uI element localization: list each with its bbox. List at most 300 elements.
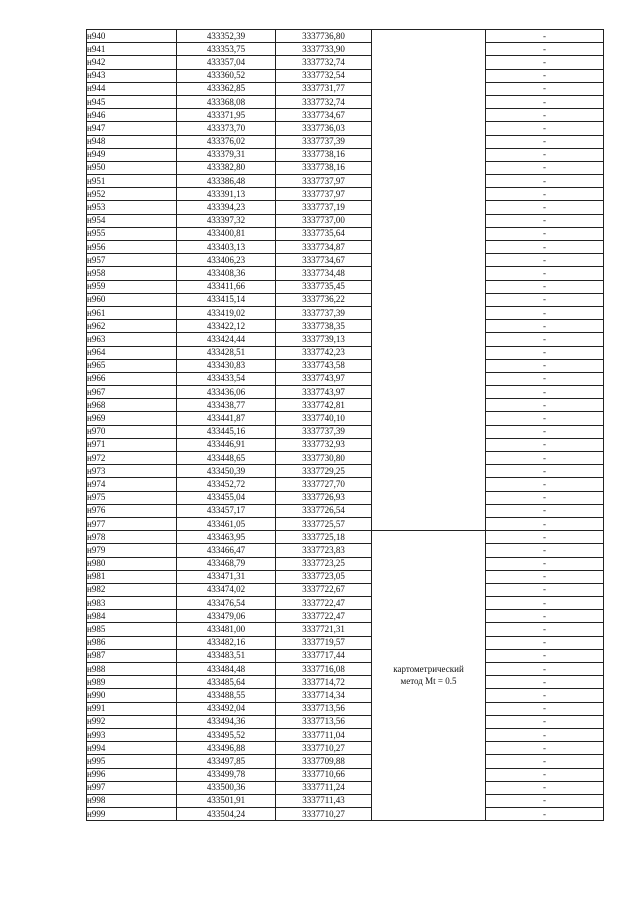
x-coordinate-cell: 433448,65: [177, 452, 276, 465]
x-coordinate-cell: 433362,85: [177, 82, 276, 95]
point-id-cell: н999: [87, 808, 177, 821]
x-coordinate-cell: 433488,55: [177, 689, 276, 702]
x-coordinate-cell: 433397,32: [177, 214, 276, 227]
precision-cell: -: [486, 109, 604, 122]
x-coordinate-cell: 433441,87: [177, 412, 276, 425]
x-coordinate-cell: 433455,04: [177, 491, 276, 504]
precision-cell: -: [486, 386, 604, 399]
x-coordinate-cell: 433471,31: [177, 570, 276, 583]
table-row: [87, 386, 604, 399]
precision-cell: -: [486, 715, 604, 728]
point-id-cell: н982: [87, 583, 177, 596]
point-id-cell: н978: [87, 531, 177, 544]
point-id-cell: н966: [87, 372, 177, 385]
precision-cell: -: [486, 399, 604, 412]
precision-cell: -: [486, 452, 604, 465]
table-row: [87, 56, 604, 69]
x-coordinate-cell: 433504,24: [177, 808, 276, 821]
y-coordinate-cell: 3337737,97: [276, 188, 372, 201]
x-coordinate-cell: 433476,54: [177, 597, 276, 610]
table-row: [87, 148, 604, 161]
x-coordinate-cell: 433497,85: [177, 755, 276, 768]
x-coordinate-cell: 433445,16: [177, 425, 276, 438]
point-id-cell: н997: [87, 781, 177, 794]
point-id-cell: н987: [87, 649, 177, 662]
point-id-cell: н986: [87, 636, 177, 649]
table-row: [87, 715, 604, 728]
precision-cell: -: [486, 768, 604, 781]
coordinates-table-body: [87, 30, 604, 821]
table-row: [87, 808, 604, 821]
table-row: [87, 399, 604, 412]
precision-cell: -: [486, 583, 604, 596]
y-coordinate-cell: 3337734,87: [276, 241, 372, 254]
x-coordinate-cell: 433415,14: [177, 293, 276, 306]
precision-cell: -: [486, 676, 604, 689]
precision-cell: -: [486, 95, 604, 108]
table-row: [87, 465, 604, 478]
table-row: [87, 346, 604, 359]
point-id-cell: н951: [87, 175, 177, 188]
method-cell-empty: [372, 30, 486, 531]
y-coordinate-cell: 3337737,39: [276, 135, 372, 148]
y-coordinate-cell: 3337714,72: [276, 676, 372, 689]
table-row: [87, 742, 604, 755]
y-coordinate-cell: 3337743,97: [276, 386, 372, 399]
y-coordinate-cell: 3337723,83: [276, 544, 372, 557]
method-cell: [372, 531, 486, 821]
y-coordinate-cell: 3337735,64: [276, 227, 372, 240]
x-coordinate-cell: 433501,91: [177, 794, 276, 807]
x-coordinate-cell: 433424,44: [177, 333, 276, 346]
point-id-cell: н970: [87, 425, 177, 438]
table-row: [87, 254, 604, 267]
x-coordinate-cell: 433484,48: [177, 663, 276, 676]
table-row: [87, 689, 604, 702]
point-id-cell: н964: [87, 346, 177, 359]
precision-cell: -: [486, 663, 604, 676]
y-coordinate-cell: 3337725,57: [276, 517, 372, 530]
method-line-1: картометрический: [393, 664, 464, 675]
x-coordinate-cell: 433481,00: [177, 623, 276, 636]
y-coordinate-cell: 3337738,35: [276, 320, 372, 333]
point-id-cell: н965: [87, 359, 177, 372]
x-coordinate-cell: 433352,39: [177, 30, 276, 43]
table-row: [87, 412, 604, 425]
table-row: [87, 676, 604, 689]
table-row: [87, 30, 604, 43]
y-coordinate-cell: 3337709,88: [276, 755, 372, 768]
table-row: [87, 201, 604, 214]
precision-cell: -: [486, 293, 604, 306]
y-coordinate-cell: 3337731,77: [276, 82, 372, 95]
point-id-cell: н983: [87, 597, 177, 610]
y-coordinate-cell: 3337713,56: [276, 715, 372, 728]
point-id-cell: н993: [87, 728, 177, 741]
point-id-cell: н988: [87, 663, 177, 676]
point-id-cell: н995: [87, 755, 177, 768]
precision-cell: -: [486, 570, 604, 583]
table-row: [87, 280, 604, 293]
table-row: [87, 175, 604, 188]
y-coordinate-cell: 3337713,56: [276, 702, 372, 715]
x-coordinate-cell: 433483,51: [177, 649, 276, 662]
precision-cell: -: [486, 531, 604, 544]
coordinates-table: [86, 29, 604, 821]
table-row: [87, 531, 604, 544]
y-coordinate-cell: 3337719,57: [276, 636, 372, 649]
point-id-cell: н950: [87, 161, 177, 174]
table-row: [87, 333, 604, 346]
precision-cell: -: [486, 214, 604, 227]
y-coordinate-cell: 3337729,25: [276, 465, 372, 478]
table-row: [87, 82, 604, 95]
point-id-cell: н985: [87, 623, 177, 636]
table-row: [87, 293, 604, 306]
point-id-cell: н975: [87, 491, 177, 504]
y-coordinate-cell: 3337711,04: [276, 728, 372, 741]
y-coordinate-cell: 3337732,54: [276, 69, 372, 82]
x-coordinate-cell: 433400,81: [177, 227, 276, 240]
precision-cell: -: [486, 649, 604, 662]
y-coordinate-cell: 3337734,48: [276, 267, 372, 280]
x-coordinate-cell: 433450,39: [177, 465, 276, 478]
x-coordinate-cell: 433360,52: [177, 69, 276, 82]
precision-cell: -: [486, 597, 604, 610]
x-coordinate-cell: 433494,36: [177, 715, 276, 728]
point-id-cell: н947: [87, 122, 177, 135]
x-coordinate-cell: 433496,88: [177, 742, 276, 755]
y-coordinate-cell: 3337722,67: [276, 583, 372, 596]
y-coordinate-cell: 3337726,93: [276, 491, 372, 504]
point-id-cell: н955: [87, 227, 177, 240]
point-id-cell: н989: [87, 676, 177, 689]
precision-cell: -: [486, 161, 604, 174]
x-coordinate-cell: 433376,02: [177, 135, 276, 148]
point-id-cell: н952: [87, 188, 177, 201]
precision-cell: -: [486, 412, 604, 425]
precision-cell: -: [486, 201, 604, 214]
x-coordinate-cell: 433436,06: [177, 386, 276, 399]
point-id-cell: н960: [87, 293, 177, 306]
y-coordinate-cell: 3337723,05: [276, 570, 372, 583]
point-id-cell: н977: [87, 517, 177, 530]
x-coordinate-cell: 433474,02: [177, 583, 276, 596]
x-coordinate-cell: 433446,91: [177, 438, 276, 451]
x-coordinate-cell: 433495,52: [177, 728, 276, 741]
y-coordinate-cell: 3337722,47: [276, 610, 372, 623]
y-coordinate-cell: 3337738,16: [276, 161, 372, 174]
x-coordinate-cell: 433466,47: [177, 544, 276, 557]
precision-cell: -: [486, 636, 604, 649]
precision-cell: -: [486, 254, 604, 267]
table-row: [87, 794, 604, 807]
precision-cell: -: [486, 781, 604, 794]
point-id-cell: н973: [87, 465, 177, 478]
y-coordinate-cell: 3337710,27: [276, 808, 372, 821]
precision-cell: -: [486, 188, 604, 201]
point-id-cell: н994: [87, 742, 177, 755]
table-row: [87, 623, 604, 636]
x-coordinate-cell: 433479,06: [177, 610, 276, 623]
y-coordinate-cell: 3337714,34: [276, 689, 372, 702]
table-row: [87, 597, 604, 610]
precision-cell: -: [486, 438, 604, 451]
x-coordinate-cell: 433452,72: [177, 478, 276, 491]
table-row: [87, 161, 604, 174]
table-row: [87, 241, 604, 254]
precision-cell: -: [486, 504, 604, 517]
table-row: [87, 320, 604, 333]
x-coordinate-cell: 433419,02: [177, 306, 276, 319]
y-coordinate-cell: 3337730,80: [276, 452, 372, 465]
precision-cell: -: [486, 689, 604, 702]
y-coordinate-cell: 3337739,13: [276, 333, 372, 346]
table-row: [87, 267, 604, 280]
y-coordinate-cell: 3337711,24: [276, 781, 372, 794]
table-row: [87, 649, 604, 662]
y-coordinate-cell: 3337725,18: [276, 531, 372, 544]
table-row: [87, 135, 604, 148]
precision-cell: -: [486, 557, 604, 570]
precision-cell: -: [486, 280, 604, 293]
y-coordinate-cell: 3337723,25: [276, 557, 372, 570]
x-coordinate-cell: 433379,31: [177, 148, 276, 161]
y-coordinate-cell: 3337736,22: [276, 293, 372, 306]
precision-cell: -: [486, 808, 604, 821]
table-row: [87, 663, 604, 676]
x-coordinate-cell: 433461,05: [177, 517, 276, 530]
precision-cell: -: [486, 148, 604, 161]
point-id-cell: н945: [87, 95, 177, 108]
x-coordinate-cell: 433373,70: [177, 122, 276, 135]
table-row: [87, 768, 604, 781]
y-coordinate-cell: 3337722,47: [276, 597, 372, 610]
table-row: [87, 583, 604, 596]
precision-cell: -: [486, 425, 604, 438]
point-id-cell: н940: [87, 30, 177, 43]
point-id-cell: н980: [87, 557, 177, 570]
table-row: [87, 478, 604, 491]
x-coordinate-cell: 433406,23: [177, 254, 276, 267]
point-id-cell: н967: [87, 386, 177, 399]
table-row: [87, 491, 604, 504]
precision-cell: -: [486, 306, 604, 319]
table-row: [87, 781, 604, 794]
point-id-cell: н976: [87, 504, 177, 517]
x-coordinate-cell: 433368,08: [177, 95, 276, 108]
precision-cell: -: [486, 702, 604, 715]
y-coordinate-cell: 3337732,93: [276, 438, 372, 451]
precision-cell: -: [486, 135, 604, 148]
x-coordinate-cell: 433411,66: [177, 280, 276, 293]
y-coordinate-cell: 3337710,66: [276, 768, 372, 781]
table-row: [87, 610, 604, 623]
y-coordinate-cell: 3337743,58: [276, 359, 372, 372]
x-coordinate-cell: 433382,80: [177, 161, 276, 174]
table-row: [87, 702, 604, 715]
precision-cell: -: [486, 794, 604, 807]
x-coordinate-cell: 433499,78: [177, 768, 276, 781]
x-coordinate-cell: 433422,12: [177, 320, 276, 333]
table-row: [87, 227, 604, 240]
x-coordinate-cell: 433428,51: [177, 346, 276, 359]
y-coordinate-cell: 3337717,44: [276, 649, 372, 662]
point-id-cell: н991: [87, 702, 177, 715]
point-id-cell: н971: [87, 438, 177, 451]
y-coordinate-cell: 3337727,70: [276, 478, 372, 491]
precision-cell: -: [486, 69, 604, 82]
point-id-cell: н954: [87, 214, 177, 227]
point-id-cell: н943: [87, 69, 177, 82]
precision-cell: -: [486, 267, 604, 280]
x-coordinate-cell: 433391,13: [177, 188, 276, 201]
y-coordinate-cell: 3337733,90: [276, 43, 372, 56]
table-row: [87, 95, 604, 108]
point-id-cell: н984: [87, 610, 177, 623]
point-id-cell: н958: [87, 267, 177, 280]
table-row: [87, 517, 604, 530]
precision-cell: -: [486, 372, 604, 385]
precision-cell: -: [486, 241, 604, 254]
y-coordinate-cell: 3337732,74: [276, 95, 372, 108]
y-coordinate-cell: 3337711,43: [276, 794, 372, 807]
precision-cell: -: [486, 544, 604, 557]
point-id-cell: н953: [87, 201, 177, 214]
y-coordinate-cell: 3337716,08: [276, 663, 372, 676]
y-coordinate-cell: 3337710,27: [276, 742, 372, 755]
y-coordinate-cell: 3337738,16: [276, 148, 372, 161]
x-coordinate-cell: 433386,48: [177, 175, 276, 188]
table-row: [87, 122, 604, 135]
y-coordinate-cell: 3337734,67: [276, 109, 372, 122]
point-id-cell: н981: [87, 570, 177, 583]
point-id-cell: н956: [87, 241, 177, 254]
precision-cell: -: [486, 175, 604, 188]
y-coordinate-cell: 3337736,80: [276, 30, 372, 43]
x-coordinate-cell: 433433,54: [177, 372, 276, 385]
precision-cell: -: [486, 43, 604, 56]
table-row: [87, 636, 604, 649]
table-row: [87, 69, 604, 82]
x-coordinate-cell: 433492,04: [177, 702, 276, 715]
x-coordinate-cell: 433430,83: [177, 359, 276, 372]
precision-cell: -: [486, 465, 604, 478]
x-coordinate-cell: 433463,95: [177, 531, 276, 544]
x-coordinate-cell: 433357,04: [177, 56, 276, 69]
precision-cell: -: [486, 30, 604, 43]
y-coordinate-cell: 3337735,45: [276, 280, 372, 293]
y-coordinate-cell: 3337737,00: [276, 214, 372, 227]
point-id-cell: н979: [87, 544, 177, 557]
point-id-cell: н948: [87, 135, 177, 148]
precision-cell: -: [486, 320, 604, 333]
table-row: [87, 728, 604, 741]
table-row: [87, 372, 604, 385]
point-id-cell: н974: [87, 478, 177, 491]
table-row: [87, 755, 604, 768]
point-id-cell: н992: [87, 715, 177, 728]
point-id-cell: н957: [87, 254, 177, 267]
x-coordinate-cell: 433403,13: [177, 241, 276, 254]
table-row: [87, 425, 604, 438]
y-coordinate-cell: 3337721,31: [276, 623, 372, 636]
y-coordinate-cell: 3337737,19: [276, 201, 372, 214]
precision-cell: -: [486, 742, 604, 755]
table-row: [87, 188, 604, 201]
y-coordinate-cell: 3337742,23: [276, 346, 372, 359]
precision-cell: -: [486, 623, 604, 636]
table-row: [87, 452, 604, 465]
precision-cell: -: [486, 517, 604, 530]
method-line-2: метод Mt = 0.5: [400, 675, 457, 686]
precision-cell: -: [486, 56, 604, 69]
point-id-cell: н968: [87, 399, 177, 412]
precision-cell: -: [486, 491, 604, 504]
point-id-cell: н961: [87, 306, 177, 319]
y-coordinate-cell: 3337726,54: [276, 504, 372, 517]
precision-cell: -: [486, 755, 604, 768]
table-row: [87, 544, 604, 557]
x-coordinate-cell: 433438,77: [177, 399, 276, 412]
precision-cell: -: [486, 728, 604, 741]
x-coordinate-cell: 433500,36: [177, 781, 276, 794]
y-coordinate-cell: 3337732,74: [276, 56, 372, 69]
y-coordinate-cell: 3337737,39: [276, 425, 372, 438]
precision-cell: -: [486, 610, 604, 623]
x-coordinate-cell: 433408,36: [177, 267, 276, 280]
x-coordinate-cell: 433371,95: [177, 109, 276, 122]
point-id-cell: н949: [87, 148, 177, 161]
x-coordinate-cell: 433394,23: [177, 201, 276, 214]
point-id-cell: н972: [87, 452, 177, 465]
y-coordinate-cell: 3337740,10: [276, 412, 372, 425]
point-id-cell: н963: [87, 333, 177, 346]
point-id-cell: н942: [87, 56, 177, 69]
point-id-cell: н962: [87, 320, 177, 333]
table-row: [87, 438, 604, 451]
table-row: [87, 557, 604, 570]
y-coordinate-cell: 3337737,39: [276, 306, 372, 319]
precision-cell: -: [486, 346, 604, 359]
point-id-cell: н959: [87, 280, 177, 293]
y-coordinate-cell: 3337743,97: [276, 372, 372, 385]
precision-cell: -: [486, 82, 604, 95]
y-coordinate-cell: 3337742,81: [276, 399, 372, 412]
table-row: [87, 43, 604, 56]
precision-cell: -: [486, 227, 604, 240]
point-id-cell: н944: [87, 82, 177, 95]
y-coordinate-cell: 3337734,67: [276, 254, 372, 267]
point-id-cell: н996: [87, 768, 177, 781]
table-row: [87, 214, 604, 227]
table-row: [87, 109, 604, 122]
point-id-cell: н969: [87, 412, 177, 425]
point-id-cell: н990: [87, 689, 177, 702]
table-row: [87, 359, 604, 372]
x-coordinate-cell: 433468,79: [177, 557, 276, 570]
table-row: [87, 306, 604, 319]
point-id-cell: н941: [87, 43, 177, 56]
x-coordinate-cell: 433457,17: [177, 504, 276, 517]
y-coordinate-cell: 3337736,03: [276, 122, 372, 135]
precision-cell: -: [486, 333, 604, 346]
table-row: [87, 570, 604, 583]
point-id-cell: н946: [87, 109, 177, 122]
precision-cell: -: [486, 478, 604, 491]
table-row: [87, 504, 604, 517]
x-coordinate-cell: 433482,16: [177, 636, 276, 649]
